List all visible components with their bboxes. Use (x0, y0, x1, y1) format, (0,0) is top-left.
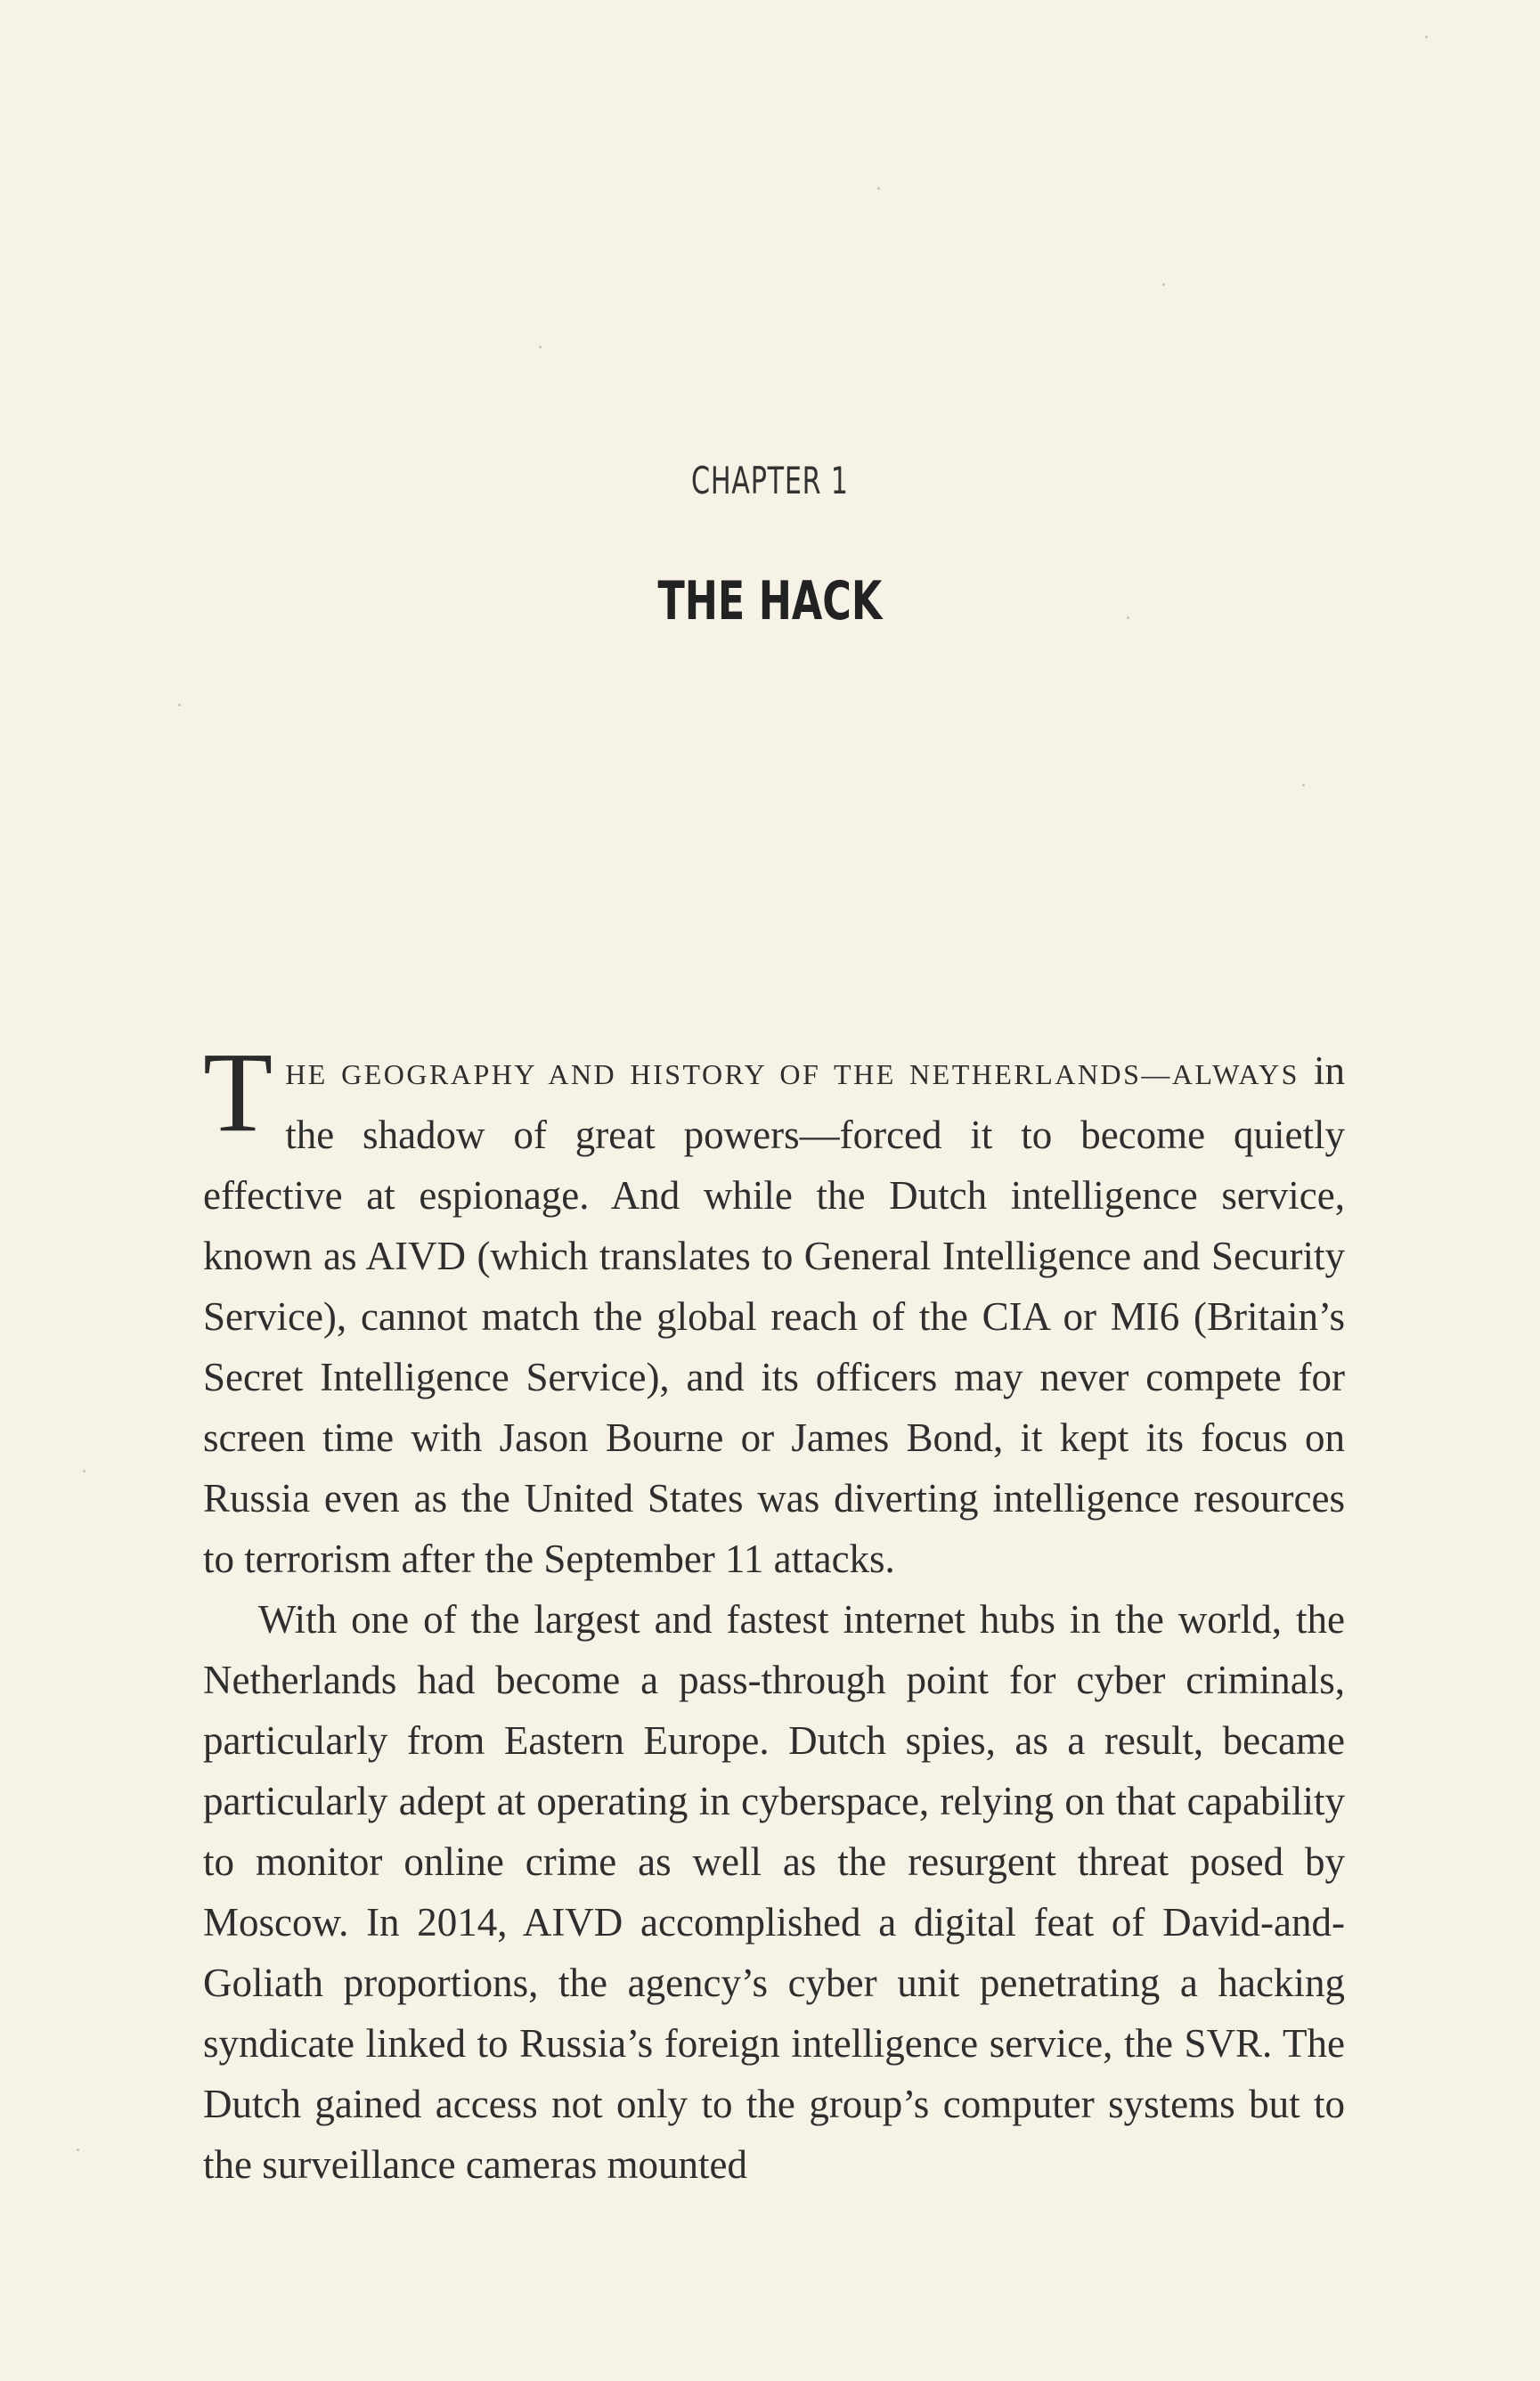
speck (83, 1470, 86, 1472)
paragraph-1 (203, 1029, 1346, 1589)
speck (1425, 36, 1428, 38)
speck (877, 187, 880, 190)
speck (178, 704, 181, 706)
speck (77, 2149, 79, 2151)
speck (1302, 784, 1305, 787)
chapter-title: THE HACK (657, 570, 883, 632)
body-text (203, 1029, 1346, 2195)
drop-cap: T (203, 1029, 273, 1155)
paragraph-2: With one of the largest and fastest internet hubs in the world, the Netherlands had become a pass-through point for cyber criminals, particularly from Eastern Europe. Dutch spies, as a result, became particularly adept at operating in cyberspace, relying on that capability to monitor online crime as well as the resurgent threat posed by Moscow. In 2014, AIVD accomplished a digital feat of David-and-Goliath proportions, the agency’s cyber unit penetrating a hacking syndicate linked to Russia’s foreign intelligence service, the SVR. The Dutch gained access not only to the group’s computer systems but to the surveillance cameras mounted (203, 1597, 1345, 2187)
chapter-label: CHAPTER 1 (691, 459, 849, 502)
paragraph-1-text: in the shadow of great powers—forced it to become quietly effective at espionage. And while the Dutch intelligence service, known as AIVD (which translates to General Intelligence and Security Service), cannot match the global reach of the CIA or MI6 (Britain’s Secret Intelligence Service), and its officers may never compete for screen time with Jason Bourne or James Bond, it kept its focus on Russia even as the United States was diverting intelligence resources to terrorism after the September 11 attacks. (203, 1048, 1346, 1581)
lead-in-smallcaps: HE GEOGRAPHY AND HISTORY OF THE NETHERLANDS—ALWAYS (285, 1058, 1300, 1090)
speck (539, 346, 542, 348)
speck (1162, 283, 1165, 286)
